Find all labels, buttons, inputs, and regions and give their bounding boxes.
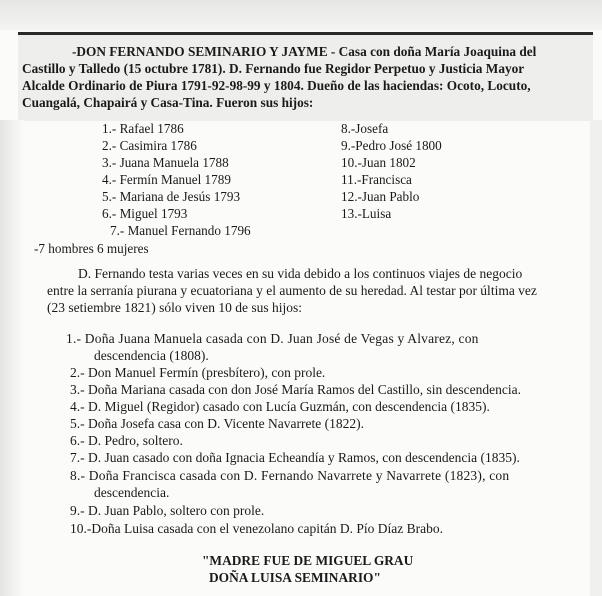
header-line: Castillo y Talledo (15 octubre 1781). D. Fernando fue Regidor Perpetuo y Justicia Mayor [22, 61, 525, 76]
child-entry: 5.- Mariana de Jesús 1793 [102, 189, 241, 204]
paragraph-line: (23 setiembre 1821) sólo viven 10 de sus hijos: [47, 300, 302, 315]
scan-right-margin [590, 120, 602, 596]
surviving-entry: 2.- Don Manuel Fermín (presbítero), con prole. [70, 365, 326, 380]
surviving-entry: descendencia (1808). [94, 348, 209, 363]
surviving-entry: 5.- Doña Josefa casa con D. Vicente Navarrete (1822). [70, 416, 364, 431]
closing-line: "MADRE FUE DE MIGUEL GRAU [202, 553, 414, 568]
children-summary: -7 hombres 6 mujeres [34, 241, 149, 256]
header-line: Alcalde Ordinario de Piura 1791-92-98-99 y 1804. Dueño de las haciendas: Ocoto, Locuto, [22, 78, 531, 93]
surviving-entry: 1.- Doña Juana Manuela casada con D. Juan José de Vegas y Alvarez, con [66, 331, 479, 346]
surviving-entry: 8.- Doña Francisca casada con D. Fernando Navarrete y Navarrete (1823), con [70, 468, 510, 483]
surviving-entry: 3.- Doña Mariana casada con don José María Ramos del Castillo, sin descendencia. [70, 382, 521, 397]
child-entry: 2.- Casimira 1786 [102, 138, 197, 153]
surviving-entry: descendencia. [94, 485, 170, 500]
header-line: -DON FERNANDO SEMINARIO Y JAYME - Casa con doña María Joaquina del [72, 44, 537, 59]
child-entry: 10.-Juan 1802 [341, 155, 416, 170]
child-entry: 3.- Juana Manuela 1788 [102, 155, 229, 170]
child-entry: 1.- Rafael 1786 [102, 121, 184, 136]
surviving-entry: 7.- D. Juan casado con doña Ignacia Echeandía y Ramos, con descendencia (1835). [70, 450, 520, 465]
child-entry: 6.- Miguel 1793 [102, 206, 188, 221]
child-entry: 13.-Luisa [341, 206, 392, 221]
child-entry: 9.-Pedro José 1800 [341, 138, 442, 153]
child-entry: 11.-Francisca [341, 172, 412, 187]
child-entry: 7.- Manuel Fernando 1796 [110, 223, 251, 238]
scan-top-edge [0, 0, 602, 30]
surviving-entry: 10.-Doña Luisa casada con el venezolano capitán D. Pío Díaz Brabo. [70, 521, 443, 536]
closing-line: DOÑA LUISA SEMINARIO" [209, 570, 381, 585]
paragraph-line: D. Fernando testa varias veces en su vida debido a los continuos viajes de negocio [78, 266, 523, 281]
surviving-entry: 4.- D. Miguel (Regidor) casado con Lucía Guzmán, con descendencia (1835). [70, 399, 490, 414]
child-entry: 12.-Juan Pablo [341, 189, 420, 204]
child-entry: 4.- Fermín Manuel 1789 [102, 172, 231, 187]
scan-left-shadow [0, 120, 24, 596]
header-line: Cuangalá, Chapairá y Casa-Tina. Fueron sus hijos: [22, 95, 314, 110]
paragraph-line: entre la serranía piurana y ecuatoriana y el aumento de su heredad. Al testar por última vez [47, 283, 537, 298]
surviving-entry: 6.- D. Pedro, soltero. [70, 433, 183, 448]
surviving-entry: 9.- D. Juan Pablo, soltero con prole. [70, 503, 265, 518]
child-entry: 8.-Josefa [341, 121, 389, 136]
